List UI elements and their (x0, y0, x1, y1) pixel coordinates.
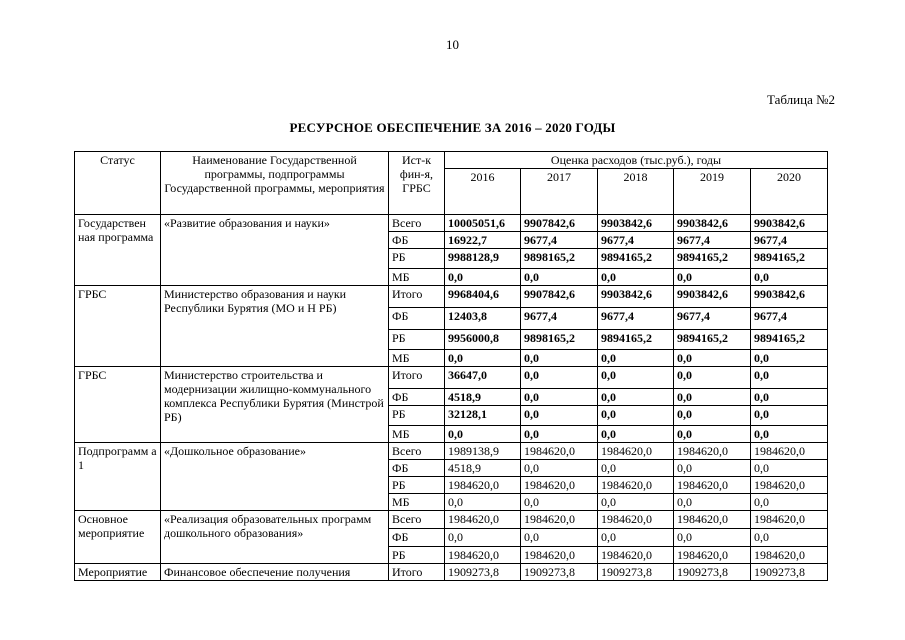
program-name-cell: Министерство строительства и модернизации жилищно-коммунального комплекса Республики Бурятия (Минстрой РБ) (161, 367, 389, 443)
amount-cell: 9898165,2 (521, 249, 598, 269)
amount-cell: 9677,4 (521, 308, 598, 330)
amount-cell: 1909273,8 (598, 564, 674, 581)
table-row (75, 367, 828, 389)
amount-cell: 1984620,0 (445, 511, 521, 529)
funding-source-cell: ФБ (389, 389, 445, 406)
amount-cell: 4518,9 (445, 460, 521, 477)
amount-cell: 9903842,6 (674, 286, 751, 308)
amount-cell: 0,0 (751, 494, 828, 511)
amount-cell: 9898165,2 (521, 330, 598, 350)
amount-cell: 1984620,0 (751, 443, 828, 460)
amount-cell: 32128,1 (445, 406, 521, 426)
funding-source-cell: РБ (389, 249, 445, 269)
amount-cell: 1984620,0 (445, 477, 521, 494)
amount-cell: 0,0 (598, 367, 674, 389)
funding-source-cell: Всего (389, 215, 445, 232)
table-row (75, 443, 828, 460)
amount-cell: 9903842,6 (751, 215, 828, 232)
amount-cell: 16922,7 (445, 232, 521, 249)
amount-cell: 9677,4 (674, 308, 751, 330)
program-name-cell: Министерство образования и науки Республики Бурятия (МО и Н РБ) (161, 286, 389, 367)
amount-cell: 0,0 (521, 406, 598, 426)
amount-cell: 9677,4 (598, 232, 674, 249)
amount-cell: 1984620,0 (674, 443, 751, 460)
amount-cell: 9677,4 (751, 308, 828, 330)
funding-source-cell: Итого (389, 367, 445, 389)
status-cell: ГРБС (75, 367, 161, 443)
header-year: 2016 (445, 169, 521, 215)
table-body (75, 215, 828, 581)
program-name-cell: «Дошкольное образование» (161, 443, 389, 511)
amount-cell: 1984620,0 (598, 547, 674, 564)
amount-cell: 1984620,0 (751, 511, 828, 529)
amount-cell: 9677,4 (598, 308, 674, 330)
amount-cell: 0,0 (674, 460, 751, 477)
amount-cell: 0,0 (751, 460, 828, 477)
amount-cell: 0,0 (751, 389, 828, 406)
amount-cell: 0,0 (751, 367, 828, 389)
amount-cell: 1989138,9 (445, 443, 521, 460)
program-name-cell: Финансовое обеспечение получения (161, 564, 389, 581)
amount-cell: 9903842,6 (751, 286, 828, 308)
amount-cell: 0,0 (674, 367, 751, 389)
amount-cell: 0,0 (751, 406, 828, 426)
header-estimate: Оценка расходов (тыс.руб.), годы (445, 152, 828, 169)
amount-cell: 0,0 (445, 350, 521, 367)
document-title: РЕСУРСНОЕ ОБЕСПЕЧЕНИЕ ЗА 2016 – 2020 ГОДЫ (289, 120, 616, 135)
amount-cell: 0,0 (674, 494, 751, 511)
program-name-cell: «Реализация образовательных программ дошкольного образования» (161, 511, 389, 564)
amount-cell: 1984620,0 (521, 443, 598, 460)
amount-cell: 1984620,0 (674, 477, 751, 494)
amount-cell: 0,0 (521, 367, 598, 389)
amount-cell: 1984620,0 (521, 511, 598, 529)
program-name-cell: «Развитие образования и науки» (161, 215, 389, 286)
amount-cell: 1984620,0 (598, 477, 674, 494)
status-cell: Мероприятие (75, 564, 161, 581)
header-year: 2018 (598, 169, 674, 215)
funding-source-cell: МБ (389, 494, 445, 511)
funding-source-cell: Всего (389, 443, 445, 460)
amount-cell: 9894165,2 (598, 249, 674, 269)
amount-cell: 0,0 (598, 389, 674, 406)
funding-source-cell: Итого (389, 564, 445, 581)
table-row (75, 286, 828, 308)
amount-cell: 1984620,0 (751, 547, 828, 564)
amount-cell: 0,0 (674, 426, 751, 443)
amount-cell: 9988128,9 (445, 249, 521, 269)
funding-source-cell: МБ (389, 350, 445, 367)
amount-cell: 1984620,0 (674, 547, 751, 564)
funding-source-cell: МБ (389, 269, 445, 286)
amount-cell: 1984620,0 (445, 547, 521, 564)
amount-cell: 9677,4 (751, 232, 828, 249)
funding-source-cell: Всего (389, 511, 445, 529)
amount-cell: 12403,8 (445, 308, 521, 330)
amount-cell: 1909273,8 (445, 564, 521, 581)
amount-cell: 9894165,2 (751, 330, 828, 350)
amount-cell: 9903842,6 (674, 215, 751, 232)
amount-cell: 1984620,0 (598, 443, 674, 460)
amount-cell: 0,0 (598, 350, 674, 367)
funding-source-cell: РБ (389, 547, 445, 564)
amount-cell: 1984620,0 (751, 477, 828, 494)
amount-cell: 1984620,0 (521, 547, 598, 564)
header-source: Ист-к фин-я, ГРБС (389, 152, 445, 215)
status-cell: Подпрограмм а 1 (75, 443, 161, 511)
amount-cell: 0,0 (598, 406, 674, 426)
amount-cell: 0,0 (445, 269, 521, 286)
amount-cell: 0,0 (521, 529, 598, 547)
amount-cell: 0,0 (598, 269, 674, 286)
funding-source-cell: РБ (389, 477, 445, 494)
table-row (75, 564, 828, 581)
header-year: 2019 (674, 169, 751, 215)
amount-cell: 10005051,6 (445, 215, 521, 232)
funding-source-cell: ФБ (389, 308, 445, 330)
amount-cell: 9677,4 (521, 232, 598, 249)
amount-cell: 0,0 (674, 529, 751, 547)
page-number: 10 (446, 37, 459, 52)
amount-cell: 9968404,6 (445, 286, 521, 308)
amount-cell: 9903842,6 (598, 215, 674, 232)
table-number: Таблица №2 (766, 92, 835, 107)
amount-cell: 0,0 (751, 269, 828, 286)
amount-cell: 0,0 (674, 389, 751, 406)
amount-cell: 0,0 (521, 460, 598, 477)
funding-source-cell: ФБ (389, 529, 445, 547)
amount-cell: 0,0 (598, 529, 674, 547)
amount-cell: 0,0 (521, 389, 598, 406)
amount-cell: 0,0 (521, 269, 598, 286)
funding-source-cell: РБ (389, 406, 445, 426)
amount-cell: 0,0 (751, 529, 828, 547)
funding-source-cell: ФБ (389, 232, 445, 249)
amount-cell: 0,0 (521, 350, 598, 367)
resource-table (74, 151, 828, 581)
amount-cell: 9677,4 (674, 232, 751, 249)
amount-cell: 0,0 (674, 350, 751, 367)
amount-cell: 9907842,6 (521, 215, 598, 232)
amount-cell: 1909273,8 (521, 564, 598, 581)
amount-cell: 1984620,0 (674, 511, 751, 529)
status-cell: ГРБС (75, 286, 161, 367)
amount-cell: 0,0 (445, 529, 521, 547)
amount-cell: 9894165,2 (674, 249, 751, 269)
status-cell: Основное мероприятие (75, 511, 161, 564)
table-row (75, 511, 828, 529)
amount-cell: 9894165,2 (598, 330, 674, 350)
amount-cell: 0,0 (674, 406, 751, 426)
header-status: Статус (75, 152, 161, 215)
amount-cell: 0,0 (445, 494, 521, 511)
amount-cell: 0,0 (521, 494, 598, 511)
amount-cell: 9956000,8 (445, 330, 521, 350)
amount-cell: 0,0 (751, 426, 828, 443)
funding-source-cell: Итого (389, 286, 445, 308)
amount-cell: 1909273,8 (674, 564, 751, 581)
header-year: 2017 (521, 169, 598, 215)
amount-cell: 36647,0 (445, 367, 521, 389)
amount-cell: 0,0 (598, 460, 674, 477)
amount-cell: 9903842,6 (598, 286, 674, 308)
amount-cell: 9907842,6 (521, 286, 598, 308)
header-name: Наименование Государственной программы, подпрограммы Государственной программы, мероприятия (161, 152, 389, 215)
status-cell: Государствен ная программа (75, 215, 161, 286)
funding-source-cell: РБ (389, 330, 445, 350)
amount-cell: 1984620,0 (521, 477, 598, 494)
amount-cell: 1984620,0 (598, 511, 674, 529)
amount-cell: 9894165,2 (674, 330, 751, 350)
amount-cell: 0,0 (521, 426, 598, 443)
amount-cell: 4518,9 (445, 389, 521, 406)
amount-cell: 0,0 (598, 494, 674, 511)
funding-source-cell: МБ (389, 426, 445, 443)
table-row (75, 215, 828, 232)
amount-cell: 9894165,2 (751, 249, 828, 269)
amount-cell: 0,0 (445, 426, 521, 443)
funding-source-cell: ФБ (389, 460, 445, 477)
amount-cell: 0,0 (751, 350, 828, 367)
amount-cell: 1909273,8 (751, 564, 828, 581)
amount-cell: 0,0 (674, 269, 751, 286)
header-year: 2020 (751, 169, 828, 215)
amount-cell: 0,0 (598, 426, 674, 443)
